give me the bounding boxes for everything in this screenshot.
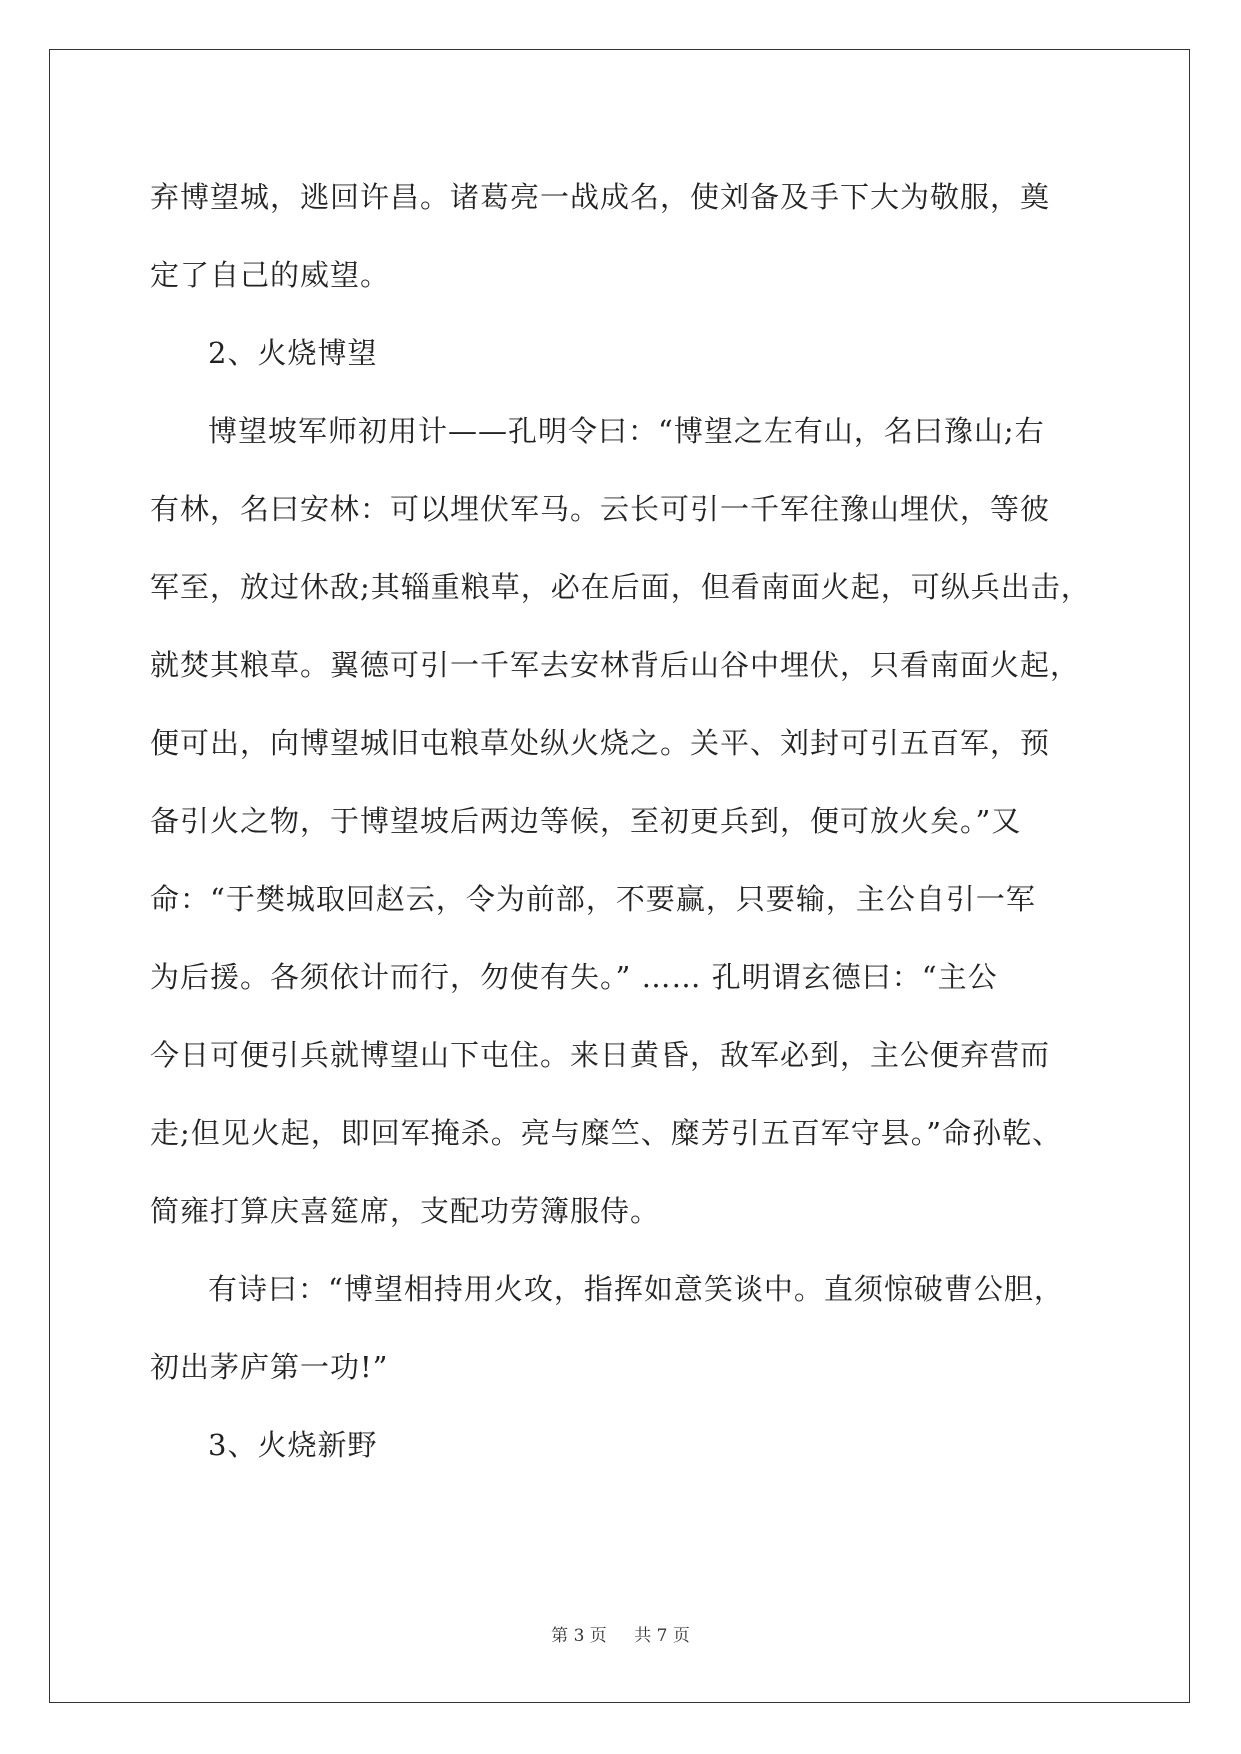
page-number: 第 3 页 [551, 1626, 607, 1646]
text-line: 为后援。各须依计而行，勿使有失。” …… 孔明谓玄德曰：“主公 [150, 960, 998, 994]
text-line: 走;但见火起，即回军掩杀。亮与糜竺、糜芳引五百军守县。”命孙乾、 [150, 1116, 1063, 1150]
page-footer [0, 1621, 1241, 1646]
page-total: 共 7 页 [634, 1626, 690, 1646]
text-line: 便可出，向博望城旧屯粮草处纵火烧之。关平、刘封可引五百军，预 [150, 726, 1051, 760]
document-body [150, 158, 1092, 1484]
text-line: 简雍打算庆喜筵席，支配功劳簿服侍。 [150, 1194, 661, 1228]
text-line: 初出茅庐第一功!” [150, 1350, 389, 1384]
text-line: 备引火之物，于博望坡后两边等候，至初更兵到，便可放火矣。”又 [150, 804, 1022, 838]
text-line: 军至，放过休敌;其辎重粮草，必在后面，但看南面火起，可纵兵出击， [150, 570, 1091, 604]
text-line: 博望坡军师初用计——孔明令曰：“博望之左有山，名曰豫山;右 [208, 414, 1045, 448]
text-line: 就焚其粮草。翼德可引一千军去安林背后山谷中埋伏，只看南面火起， [150, 648, 1081, 682]
text-line: 有诗曰：“博望相持用火攻，指挥如意笑谈中。直须惊破曹公胆， [208, 1272, 1064, 1306]
text-line: 命：“于樊城取回赵云，令为前部，不要赢，只要输，主公自引一军 [150, 882, 1036, 916]
text-line: 有林，名曰安林：可以埋伏军马。云长可引一千军往豫山埋伏，等彼 [150, 492, 1051, 526]
section-heading: 2、火烧博望 [208, 336, 378, 370]
text-line: 定了自己的威望。 [150, 258, 391, 292]
text-line: 今日可便引兵就博望山下屯住。来日黄昏，敌军必到，主公便弃营而 [150, 1038, 1051, 1072]
section-heading: 3、火烧新野 [208, 1428, 378, 1462]
text-line: 弃博望城，逃回许昌。诸葛亮一战成名，使刘备及手下大为敬服，奠 [150, 180, 1051, 214]
